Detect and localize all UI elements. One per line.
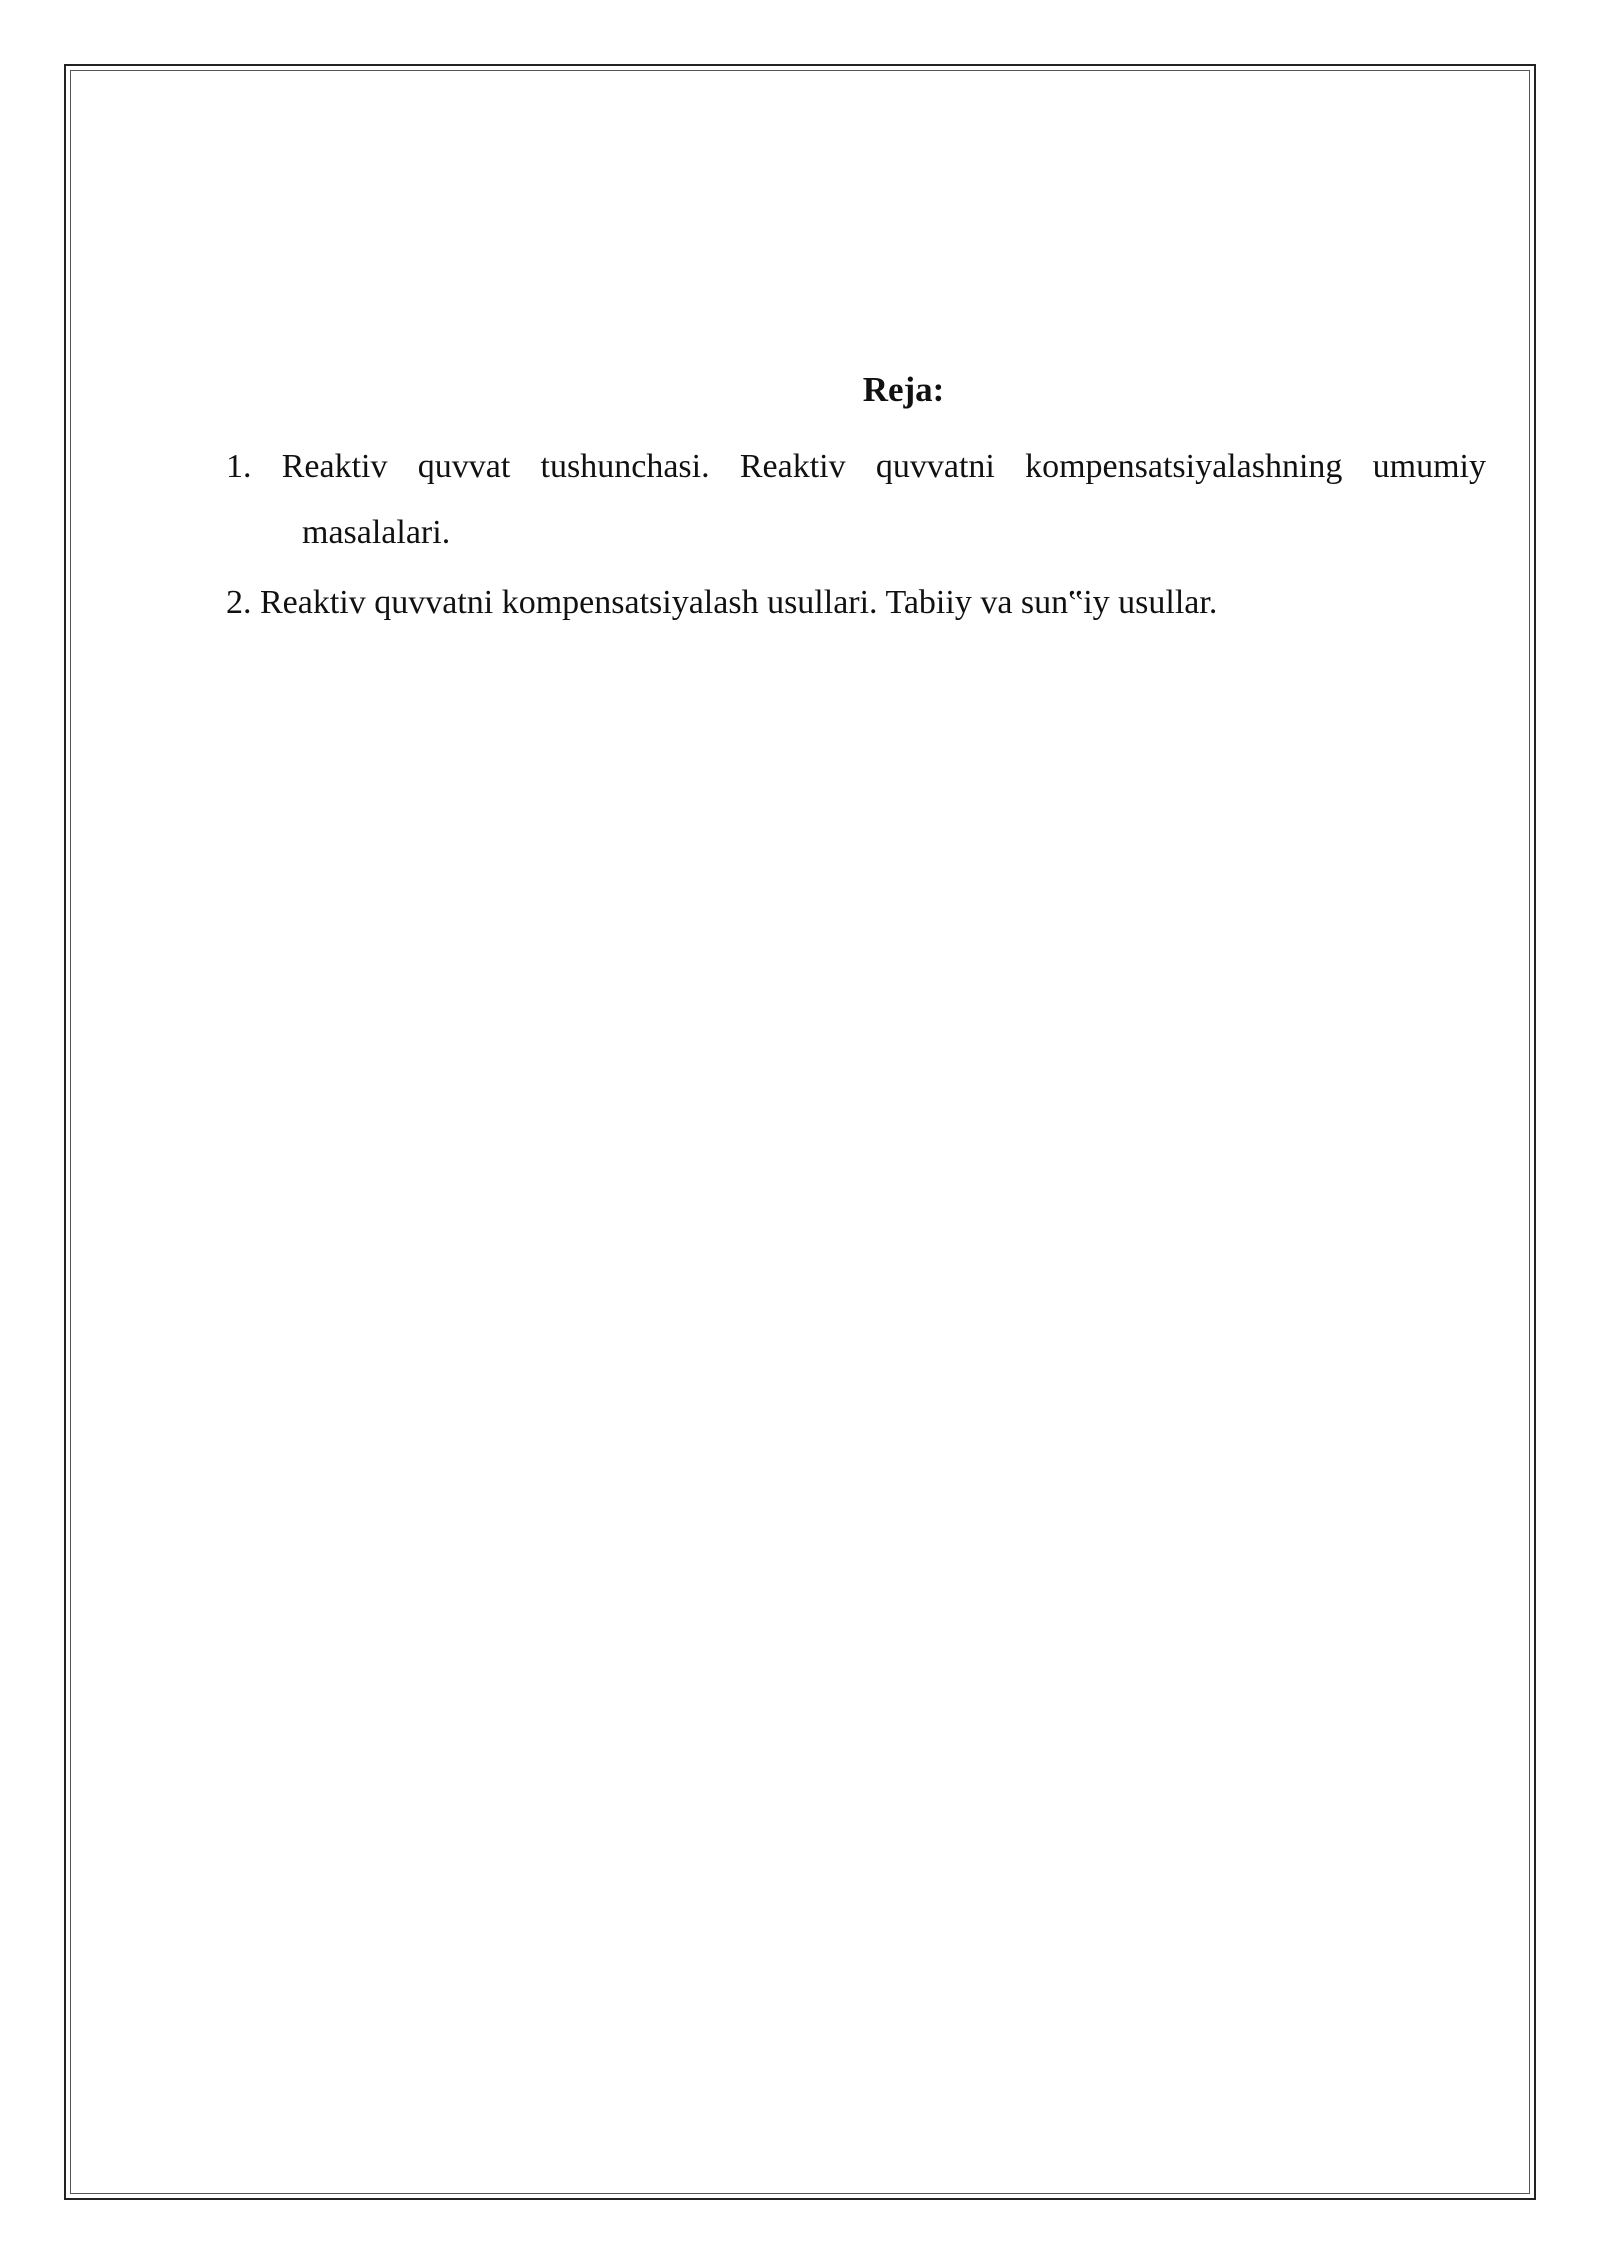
- plan-title: Reja:: [862, 370, 945, 409]
- plan-item-2-text: 2. Reaktiv quvvatni kompensatsiyalash usullari. Tabiiy va sun‟iy usullar.: [226, 584, 1218, 621]
- plan-list: [226, 434, 1486, 636]
- plan-item-1-line-2: masalalari.: [302, 514, 451, 551]
- plan-section: [226, 360, 1486, 640]
- plan-item-1-line-1: 1. Reaktiv quvvat tushunchasi. Reaktiv quvvatni kompensatsiyalashning umumiy: [226, 448, 1486, 485]
- plan-item-1: [226, 434, 1486, 566]
- plan-item-2: [226, 570, 1486, 636]
